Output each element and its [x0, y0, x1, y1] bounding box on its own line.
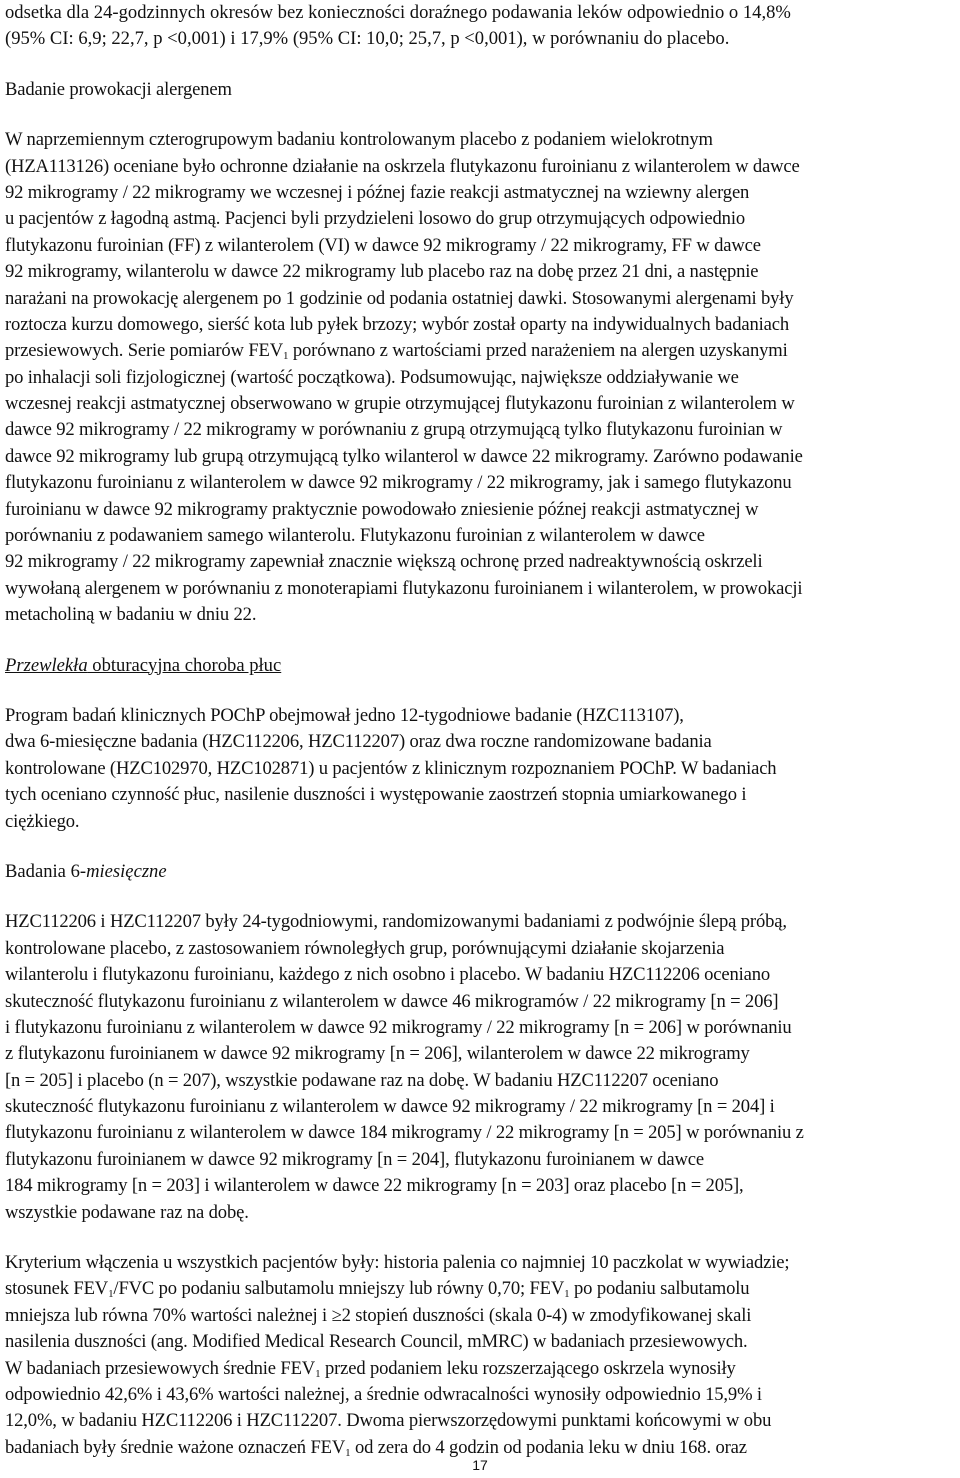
paragraph-line: kontrolowane placebo, z zastosowaniem równoległych grup, porównującymi działanie skojarzenia	[5, 937, 725, 959]
text-fragment: badaniach były średnie ważone oznaczeń FEV	[5, 1436, 346, 1458]
paragraph-line: W naprzemiennym czterogrupowym badaniu kontrolowanym placebo z podaniem wielokrotnym	[5, 129, 713, 151]
paragraph-line: Program badań klinicznych POChP obejmował jedno 12-tygodniowe badanie (HZC113107),	[5, 704, 684, 726]
paragraph-line: dwa 6-miesięczne badania (HZC112206, HZC112207) oraz dwa roczne randomizowane badania	[5, 731, 712, 753]
paragraph-line: ciężkiego.	[5, 810, 80, 832]
text-fragment: W badaniach przesiewowych średnie FEV	[5, 1357, 316, 1379]
paragraph-line: porównaniu z podawaniem samego wilanterolu. Flutykazonu furoinian z wilanterolem w dawce	[5, 525, 705, 547]
paragraph-line: metacholiną w badaniu w dniu 22.	[5, 604, 257, 626]
paragraph-line: 184 mikrogramy [n = 203] i wilanterolem w dawce 22 mikrogramy [n = 203] oraz placebo [n = 205],	[5, 1175, 744, 1197]
paragraph-line	[5, 1356, 957, 1382]
paragraph-line: u pacjentów z łagodną astmą. Pacjenci byli przydzieleni losowo do grup otrzymujących odpowiednio	[5, 208, 745, 230]
paragraph-line: 92 mikrogramy / 22 mikrogramy we wczesnej i późnej fazie reakcji astmatycznej na wziewny alergen	[5, 181, 750, 203]
greater-equal-symbol: ≥	[331, 1304, 342, 1326]
paragraph-line: (HZA113126) oceniane było ochronne działanie na oskrzela flutykazonu furoinianu z wilanterolem w dawce	[5, 155, 800, 177]
subscript: 1	[345, 1446, 351, 1459]
paragraph-line: narażani na prowokację alergenem po 1 godzinie od podania ostatniej dawki. Stosowanymi alergenami były	[5, 287, 794, 309]
subscript: 1	[564, 1288, 570, 1301]
paragraph-line: 12,0%, w badaniu HZC112206 i HZC112207. Dwoma pierwszorzędowymi punktami końcowymi w obu	[5, 1410, 772, 1432]
paragraph-line: 92 mikrogramy, wilanterolu w dawce 22 mikrogramy lub placebo raz na dobę przez 21 dni, a następnie	[5, 261, 759, 283]
text-fragment: przed podaniem leku rozszerzającego oskrzela wynosiły	[320, 1357, 736, 1379]
paragraph-line: HZC112206 i HZC112207 były 24-tygodniowymi, randomizowanymi badaniami z podwójnie ślepą próbą,	[5, 911, 787, 933]
paragraph-line: tych oceniano czynność płuc, nasilenie duszności i występowanie zaostrzeń stopnia umiarkowanego i	[5, 784, 747, 806]
paragraph-line	[5, 1303, 957, 1329]
paragraph-line: flutykazonu furoinianem w dawce 92 mikrogramy [n = 204], flutykazonu furoinianem w dawce	[5, 1148, 704, 1170]
paragraph-line: (95% CI: 6,9; 22,7, p <0,001) i 17,9% (95% CI: 10,0; 25,7, p <0,001), w porównaniu do placebo.	[5, 28, 730, 50]
paragraph-line: skuteczność flutykazonu furoinianu z wilanterolem w dawce 46 mikrogramów / 22 mikrogramy [n = 206]	[5, 990, 779, 1012]
paragraph-line: flutykazonu furoinianu z wilanterolem w dawce 92 mikrogramy / 22 mikrogramy, jak i samego flutykazonu	[5, 472, 792, 494]
text-fragment: po podaniu salbutamolu	[569, 1278, 750, 1300]
paragraph-line	[5, 338, 957, 364]
section-heading-allergen: Badanie prowokacji alergenem	[5, 78, 232, 100]
paragraph-line: kontrolowane (HZC102970, HZC102871) u pacjentów z klinicznym rozpoznaniem POChP. W badaniach	[5, 757, 777, 779]
text-fragment: przesiewowych. Serie pomiarów FEV	[5, 340, 284, 362]
page-number: 17	[472, 1457, 488, 1473]
text-fragment: stosunek FEV	[5, 1278, 109, 1300]
paragraph-line: flutykazonu furoinianu z wilanterolem w dawce 184 mikrogramy / 22 mikrogramy [n = 205] w porównaniu z	[5, 1122, 804, 1144]
text-fragment: /FVC po podaniu salbutamolu mniejszy lub równy 0,70; FEV	[113, 1278, 565, 1300]
heading-italic: Przewlekła	[5, 654, 88, 676]
paragraph-line: wilanterolu i flutykazonu furoinianu, każdego z nich osobno i placebo. W badaniu HZC112206 oceniano	[5, 964, 771, 986]
subscript: 1	[315, 1367, 321, 1380]
paragraph-line: nasilenia duszności (ang. Modified Medical Research Council, mMRC) w badaniach przesiewowych.	[5, 1331, 748, 1353]
paragraph-line: z flutykazonu furoinianem w dawce 92 mikrogramy [n = 206], wilanterolem w dawce 22 mikrogramy	[5, 1043, 750, 1065]
paragraph-line: skuteczność flutykazonu furoinianu z wilanterolem w dawce 92 mikrogramy / 22 mikrogramy [n = 204] i	[5, 1096, 775, 1118]
paragraph-line: dawce 92 mikrogramy / 22 mikrogramy w porównaniu z grupą otrzymującą tylko flutykazonu furoinian w	[5, 419, 783, 441]
text-fragment: 2 stopień duszności (skala 0-4) w zmodyfikowanej skali	[341, 1304, 752, 1326]
paragraph-line: roztocza kurzu domowego, sierść kota lub pyłek brzozy; wybór został oparty na indywidualnych badaniach	[5, 313, 789, 335]
heading-plain: Badania 6-	[5, 860, 87, 882]
section-heading-6-months	[5, 859, 957, 885]
section-heading-copd	[5, 653, 957, 679]
paragraph-line: 92 mikrogramy / 22 mikrogramy zapewniał znacznie większą ochronę przed nadreaktywnością oskrzeli	[5, 551, 763, 573]
subscript: 1	[108, 1288, 114, 1301]
paragraph-line	[5, 1276, 957, 1302]
paragraph-line: [n = 205] i placebo (n = 207), wszystkie podawane raz na dobę. W badaniu HZC112207 oceniano	[5, 1069, 719, 1091]
paragraph-line: furoinianu w dawce 92 mikrogramy praktycznie powodowało zniesienie późnej reakcji astmatycznej w	[5, 498, 759, 520]
paragraph-line: odpowiednio 42,6% i 43,6% wartości należnej, a średnie odwracalności wynosiły odpowiednio 15,9% i	[5, 1383, 762, 1405]
text-fragment: od zera do 4 godzin od podania leku w dniu 168. oraz	[350, 1436, 747, 1458]
paragraph-line: i flutykazonu furoinianu z wilanterolem w dawce 92 mikrogramy / 22 mikrogramy [n = 206] w porównaniu	[5, 1016, 792, 1038]
paragraph-line: dawce 92 mikrogramy lub grupą otrzymującą tylko wilanterol w dawce 22 mikrogramy. Zarówno podawanie	[5, 445, 803, 467]
paragraph-line: Kryterium włączenia u wszystkich pacjentów były: historia palenia co najmniej 10 paczkolat w wywiadzie;	[5, 1252, 790, 1274]
paragraph-line: odsetka dla 24-godzinnych okresów bez konieczności doraźnego podawania leków odpowiednio o 14,8%	[5, 2, 791, 23]
text-fragment: mniejsza lub równa 70% wartości należnej i	[5, 1304, 332, 1326]
paragraph-line: wywołaną alergenem w porównaniu z monoterapiami flutykazonu furoinianem i wilanterolem, w prowokacji	[5, 577, 803, 599]
paragraph-line: wszystkie podawane raz na dobę.	[5, 1201, 249, 1223]
document-page	[5, 0, 957, 1461]
paragraph-line: po inhalacji soli fizjologicznej (wartość początkowa). Podsumowując, największe oddziaływanie we	[5, 366, 739, 388]
paragraph-line: wczesnej reakcji astmatycznej obserwowano w grupie otrzymującej flutykazonu furoinian z wilanterolem w	[5, 393, 795, 415]
heading-italic: miesięczne	[86, 860, 167, 882]
subscript: 1	[283, 350, 289, 363]
paragraph-line: flutykazonu furoinian (FF) z wilanterolem (VI) w dawce 92 mikrogramy / 22 mikrogramy, FF w dawce	[5, 234, 761, 256]
text-fragment: porównano z wartościami przed narażeniem na alergen uzyskanymi	[288, 340, 788, 362]
heading-rest: obturacyjna choroba płuc	[87, 654, 282, 676]
